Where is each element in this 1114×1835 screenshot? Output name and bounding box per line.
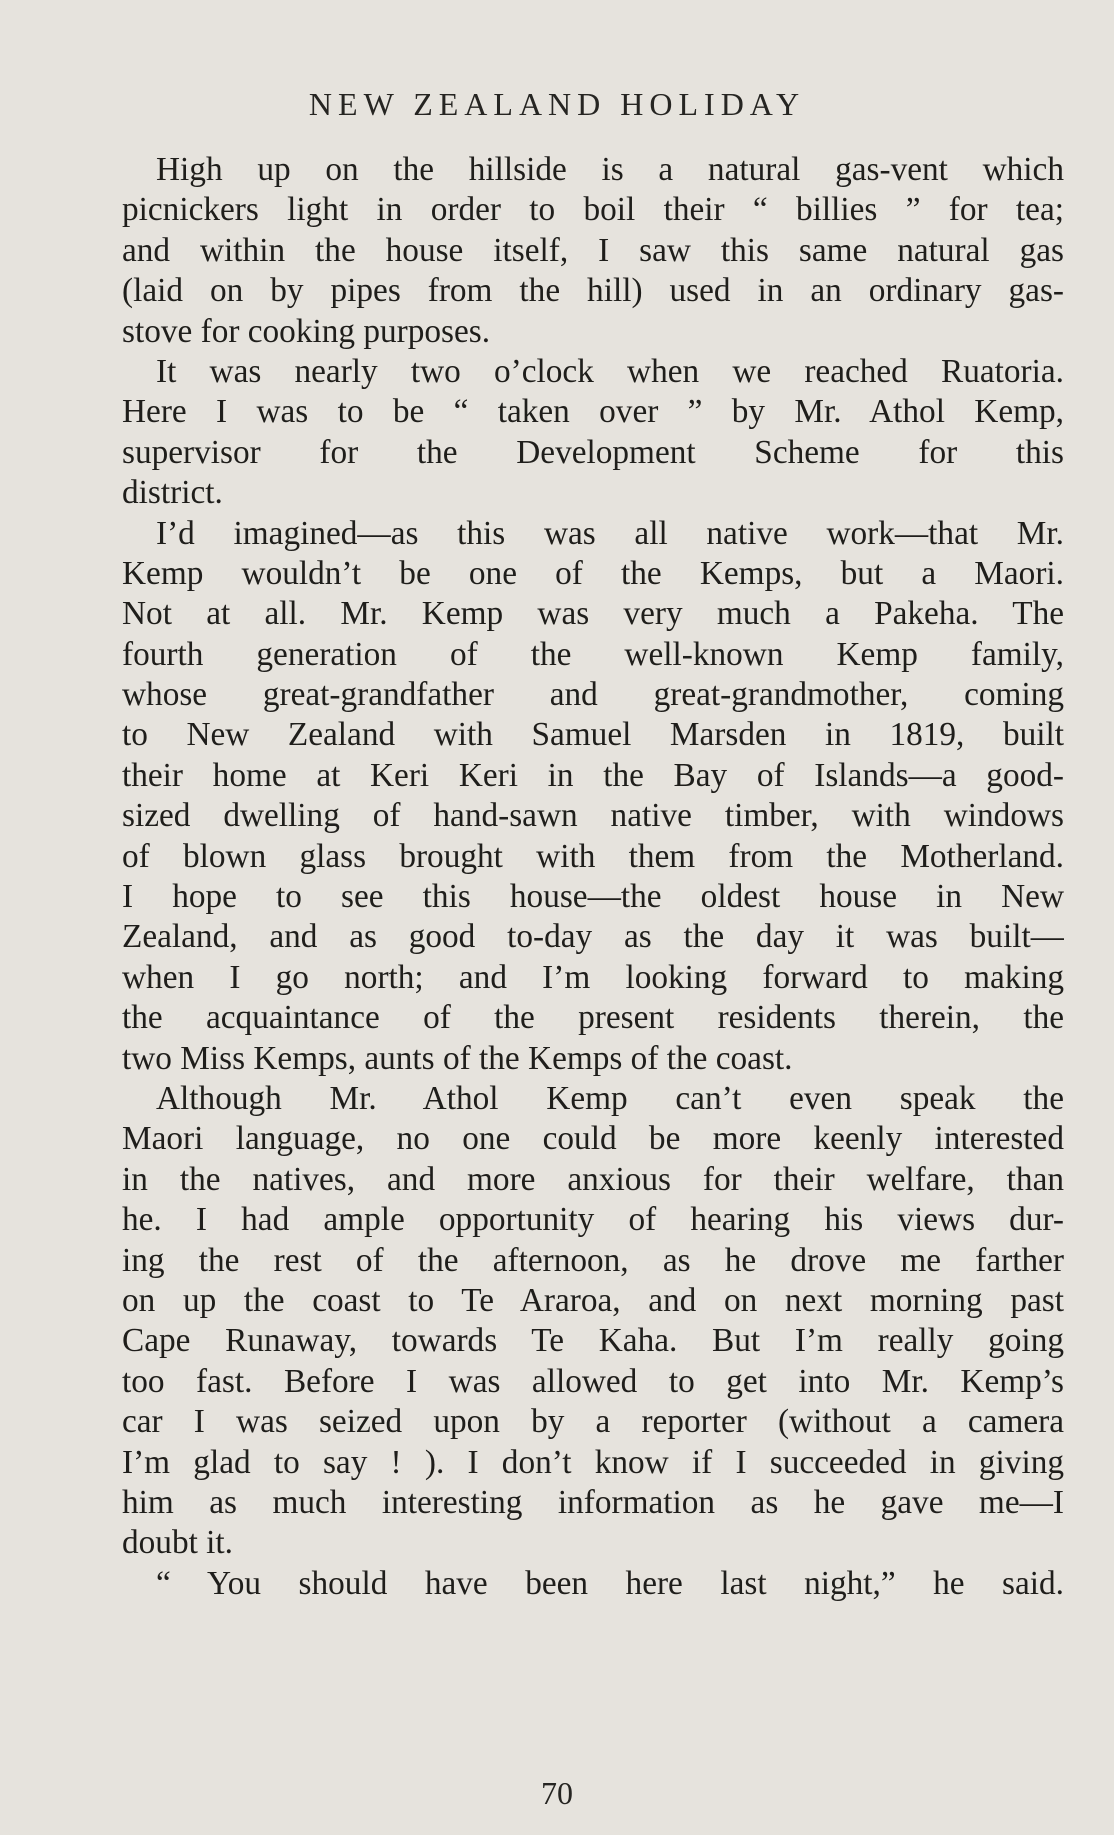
text-line: too fast. Before I was allowed to get into Mr. Kemp’s [122, 1362, 1064, 1400]
text-line: sized dwelling of hand-sawn native timber, with windows [122, 797, 1064, 835]
text-line: Zealand, and as good to-day as the day it was built— [122, 918, 1064, 956]
text-line: I’m glad to say ! ). I don’t know if I succeeded in giving [122, 1443, 1064, 1481]
text-line: High up on the hillside is a natural gas-vent which [156, 151, 1064, 188]
text-line: the acquaintance of the present residents therein, the [122, 999, 1064, 1037]
text-line: picnickers light in order to boil their “ billies ” for tea; [122, 191, 1064, 229]
text-line: their home at Keri Keri in the Bay of Islands—a good- [122, 756, 1064, 794]
text-line: ing the rest of the afternoon, as he drove me farther [122, 1241, 1064, 1279]
text-line: in the natives, and more anxious for their welfare, than [122, 1160, 1064, 1198]
text-line: Maori language, no one could be more keenly interested [122, 1120, 1064, 1158]
text-line: fourth generation of the well-known Kemp family, [122, 635, 1064, 673]
text-line: to New Zealand with Samuel Marsden in 1819, built [122, 716, 1064, 754]
body-text [122, 150, 1064, 1604]
text-line: car I was seized upon by a reporter (without a camera [122, 1403, 1064, 1441]
text-line: doubt it. [122, 1524, 233, 1562]
text-line: “ You should have been here last night,” he said. [156, 1564, 1064, 1602]
text-line: Not at all. Mr. Kemp was very much a Pakeha. The [122, 595, 1064, 633]
text-line: Cape Runaway, towards Te Kaha. But I’m really going [122, 1322, 1064, 1360]
text-line: and within the house itself, I saw this same natural gas [122, 231, 1064, 269]
text-line: Although Mr. Athol Kemp can’t even speak the [156, 1079, 1064, 1117]
text-line: stove for cooking purposes. [122, 312, 491, 350]
text-line: when I go north; and I’m looking forward to making [122, 958, 1064, 996]
text-line: whose great-grandfather and great-grandmother, coming [122, 676, 1064, 714]
page-number: 70 [541, 1775, 573, 1811]
text-line: two Miss Kemps, aunts of the Kemps of the coast. [122, 1039, 793, 1077]
text-line: supervisor for the Development Scheme for this [122, 433, 1064, 471]
text-line: district. [122, 474, 223, 512]
text-line: I’d imagined—as this was all native work—that Mr. [156, 514, 1064, 552]
running-head: NEW ZEALAND HOLIDAY [308, 86, 806, 122]
text-line: I hope to see this house—the oldest house in New [122, 878, 1064, 916]
text-line: on up the coast to Te Araroa, and on next morning past [122, 1281, 1064, 1319]
text-line: Kemp wouldn’t be one of the Kemps, but a Maori. [122, 554, 1064, 592]
text-line: him as much interesting information as he gave me—I [122, 1483, 1064, 1521]
text-line: It was nearly two o’clock when we reached Ruatoria. [156, 352, 1064, 390]
text-line: (laid on by pipes from the hill) used in an ordinary gas- [122, 272, 1064, 310]
text-line: of blown glass brought with them from the Motherland. [122, 837, 1064, 875]
text-line: he. I had ample opportunity of hearing his views dur- [122, 1201, 1064, 1239]
text-line: Here I was to be “ taken over ” by Mr. Athol Kemp, [122, 393, 1064, 431]
